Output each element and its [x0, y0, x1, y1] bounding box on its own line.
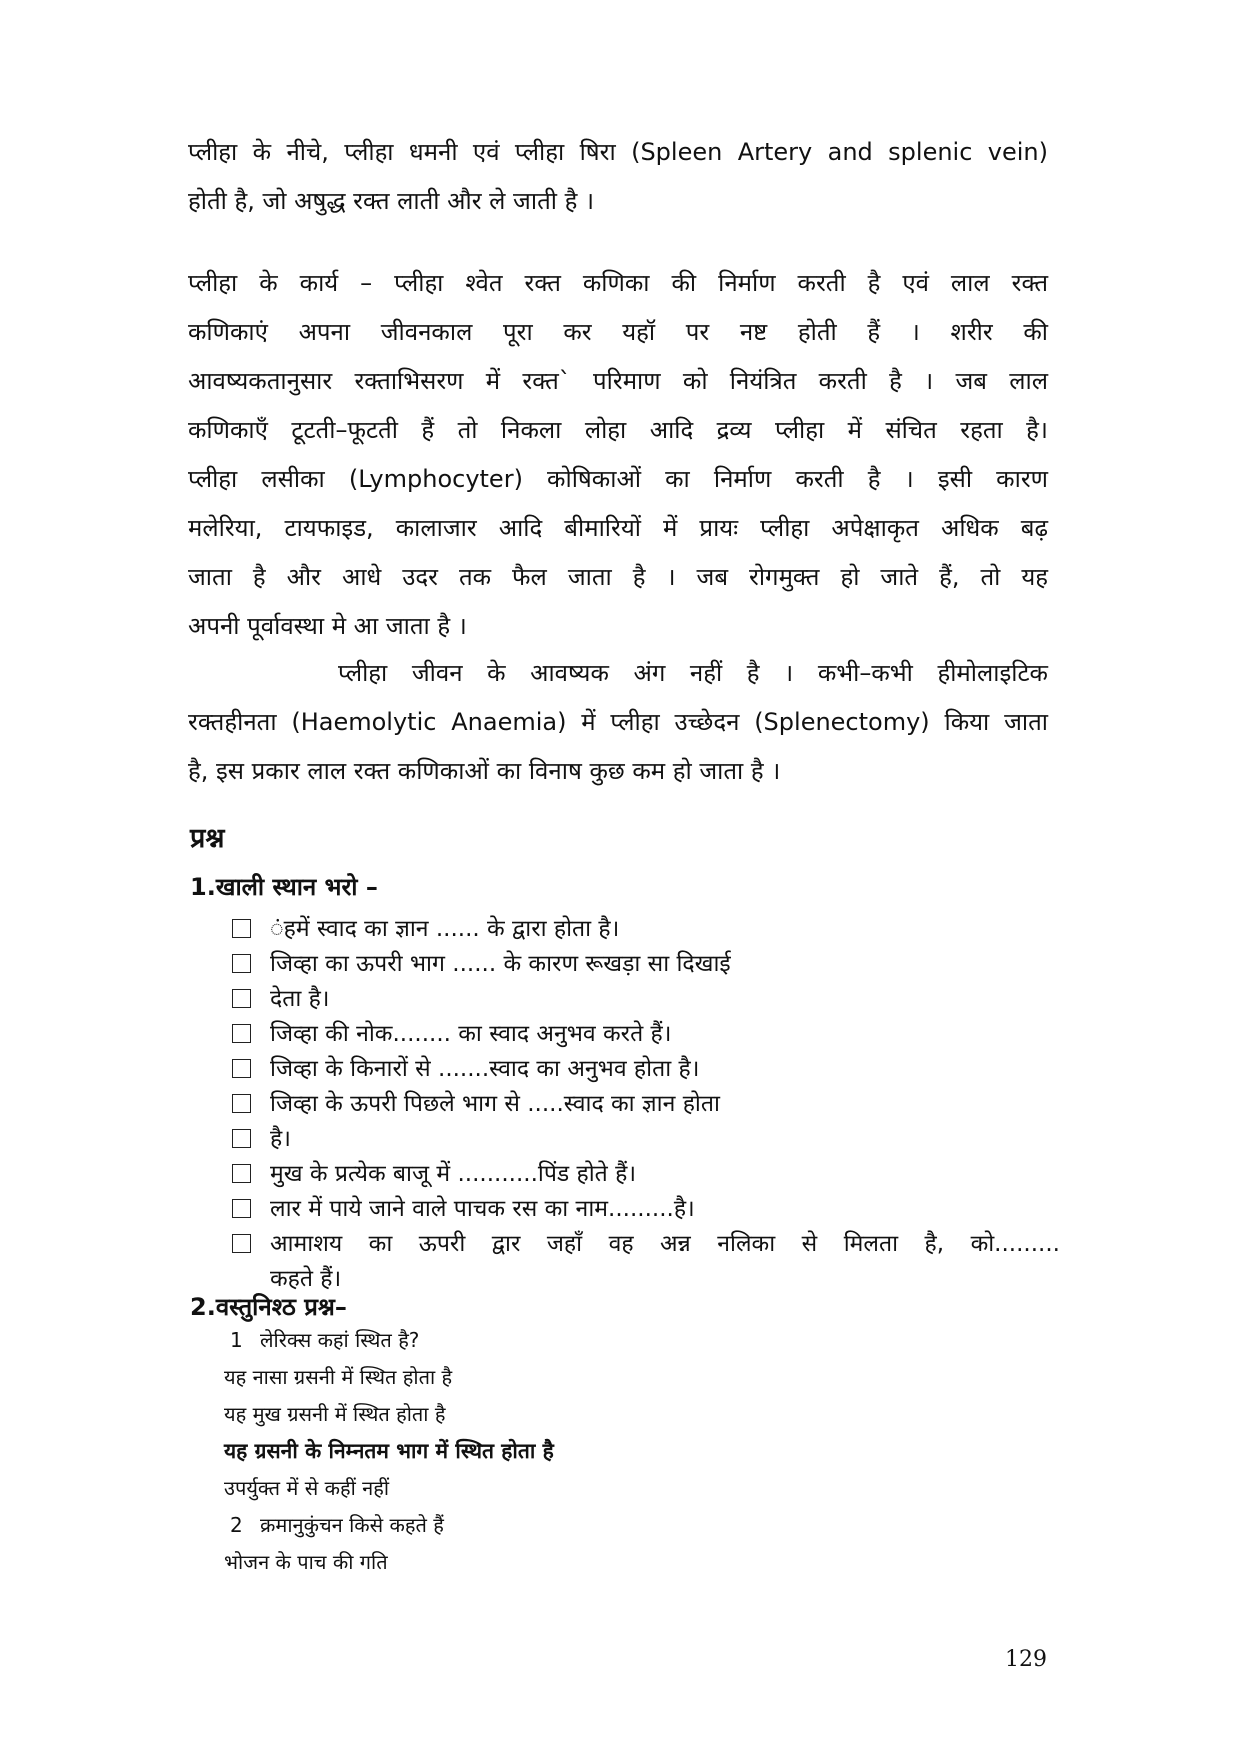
paragraph-spleen-vessels — [188, 128, 1048, 226]
question-2 — [224, 1507, 554, 1544]
text-line: मलेरिया, टायफाइड, कालाजार आदि बीमारियों में प्रायः प्लीहा अपेक्षाकृत अधिक बढ़ — [188, 514, 1048, 542]
item-text: ंहमें स्वाद का ज्ञान ...... के द्वारा होता है। — [270, 916, 620, 942]
text-line: अपनी पूर्वावस्था मे आ जाता है । — [188, 612, 467, 640]
checkbox-icon[interactable] — [232, 989, 251, 1008]
question-number: 1 — [230, 1328, 243, 1352]
checkbox-icon[interactable] — [232, 919, 251, 938]
list-item-continuation — [230, 1262, 1060, 1297]
paragraph-splenectomy — [188, 649, 1048, 796]
option: यह नासा ग्रसनी में स्थित होता है — [224, 1365, 453, 1389]
option-correct: यह ग्रसनी के निम्नतम भाग में स्थित होता है — [224, 1439, 554, 1463]
fill-blanks-title: 1.खाली स्थान भरो – — [190, 873, 378, 901]
checkbox-icon[interactable] — [232, 1094, 251, 1113]
page-number: 129 — [1005, 1647, 1047, 1672]
item-text: जिव्हा के किनारों से .......स्वाद का अनुभव होता है। — [270, 1056, 700, 1082]
checkbox-icon[interactable] — [232, 1129, 251, 1148]
checkbox-icon[interactable] — [232, 1199, 251, 1218]
fill-blanks-list — [230, 912, 1060, 1297]
item-text: है। — [270, 1126, 291, 1152]
text-line: प्लीहा के नीचे, प्लीहा धमनी एवं प्लीहा षिरा (Spleen Artery and splenic vein) — [188, 138, 1048, 166]
checkbox-icon[interactable] — [232, 954, 251, 973]
question-text: क्रमानुकुंचन किसे कहते हैं — [260, 1513, 444, 1537]
list-item — [230, 1087, 1060, 1122]
list-item — [230, 1192, 1060, 1227]
item-text: कहते हैं। — [270, 1266, 342, 1292]
question-text: लेरिक्स कहां स्थित है? — [260, 1328, 420, 1352]
text-line: कणिकाएं अपना जीवनकाल पूरा कर यहॉ पर नष्ट होती हैं । शरीर की — [188, 318, 1048, 346]
checkbox-icon[interactable] — [232, 1234, 251, 1253]
checkbox-icon[interactable] — [232, 1024, 251, 1043]
text-line: रक्तहीनता (Haemolytic Anaemia) में प्लीहा उच्छेदन (Splenectomy) किया जाता — [188, 708, 1048, 736]
text-line: प्लीहा लसीका (Lymphocyter) कोषिकाओं का निर्माण करती है । इसी कारण — [188, 465, 1048, 493]
item-text: देता है। — [270, 986, 330, 1012]
list-item — [230, 947, 1060, 982]
item-text: जिव्हा की नोक........ का स्वाद अनुभव करते हैं। — [270, 1021, 672, 1047]
text-line: प्लीहा जीवन के आवष्यक अंग नहीं है । कभी–कभी हीमोलाइटिक — [338, 659, 1048, 687]
text-line: कणिकाएँ टूटती–फूटती हैं तो निकला लोहा आदि द्रव्य प्लीहा में संचित रहता है। — [188, 416, 1048, 444]
question-number: 2 — [230, 1513, 243, 1537]
questions-heading: प्रश्न — [190, 823, 225, 854]
list-item — [230, 1052, 1060, 1087]
list-item — [230, 1227, 1060, 1262]
item-text: मुख के प्रत्येक बाजू में ...........पिंड होते हैं। — [270, 1161, 637, 1187]
question-1 — [224, 1322, 554, 1359]
list-item — [230, 1017, 1060, 1052]
text-line: होती है, जो अषुद्ध रक्त लाती और ले जाती है । — [188, 187, 595, 215]
text-line: आवष्यकतानुसार रक्ताभिसरण में रक्त` परिमाण को नियंत्रित करती है । जब लाल — [188, 367, 1048, 395]
list-item — [230, 1122, 1060, 1157]
text-line: है, इस प्रकार लाल रक्त कणिकाओं का विनाष कुछ कम हो जाता है । — [188, 757, 781, 785]
option: भोजन के पाच की गति — [224, 1550, 388, 1574]
list-item — [230, 1157, 1060, 1192]
objective-title: 2.वस्तुनिश्ठ प्रश्न– — [190, 1293, 347, 1321]
objective-questions — [224, 1322, 554, 1581]
option: यह मुख ग्रसनी में स्थित होता है — [224, 1402, 446, 1426]
item-text: लार में पाये जाने वाले पाचक रस का नाम.........है। — [270, 1196, 695, 1222]
item-text: आमाशय का ऊपरी द्वार जहाँ वह अन्न नलिका से मिलता है, को......... — [270, 1231, 1060, 1257]
text-line: प्लीहा के कार्य – प्लीहा श्वेत रक्त कणिका की निर्माण करती है एवं लाल रक्त — [188, 269, 1048, 297]
list-item — [230, 982, 1060, 1017]
checkbox-icon[interactable] — [232, 1164, 251, 1183]
option: उपर्युक्त में से कहीं नहीं — [224, 1476, 390, 1500]
checkbox-icon[interactable] — [232, 1059, 251, 1078]
item-text: जिव्हा का ऊपरी भाग ...... के कारण रूखड़ा सा दिखाई — [270, 951, 731, 977]
list-item — [230, 912, 1060, 947]
text-line: जाता है और आधे उदर तक फैल जाता है । जब रोगमुक्त हो जाते हैं, तो यह — [188, 563, 1048, 591]
item-text: जिव्हा के ऊपरी पिछले भाग से .....स्वाद का ज्ञान होता — [270, 1091, 720, 1117]
paragraph-spleen-functions — [188, 259, 1048, 651]
